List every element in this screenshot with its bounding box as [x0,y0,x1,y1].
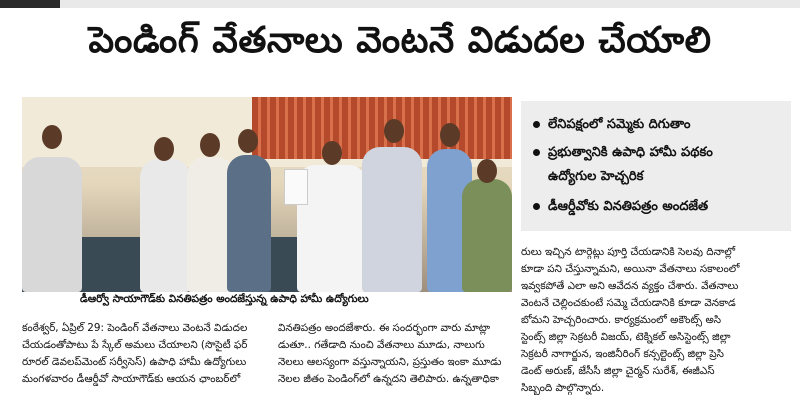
article-line: కంఠేశ్వర్, ఏప్రిల్ 29: పెండింగ్ వేతనాలు వెంటనే విడుదల [22,322,248,334]
top-rule [0,0,800,8]
photo-head [322,141,342,165]
highlight-text-continued: ఉద్యోగుల హెచ్చరిక [548,169,644,184]
article-line: రూరల్ డెవలప్‌మెంట్ సర్వీసెస్) ఉపాధి హామీ ఉద్యోగులు [22,356,247,368]
photo-head [384,119,404,143]
photo-person [462,179,512,292]
photo-person [22,157,82,292]
article-line: స్టెంట్స్ జిల్లా సెక్రటరీ విజయ్, టెక్నికల్ అసిస్టెంట్స్ జిల్లా [521,331,731,343]
bullet-dot [533,121,540,128]
article-line: రులు ఇచ్చిన టార్గెట్లు పూర్తి చేయడానికి సెలవు దినాల్లో [521,246,736,258]
highlights-box [521,101,791,231]
bullet-dot [533,203,540,210]
article-line: డుతూ.. గతేడాది నుంచి వేతనాలు మూడు, నాలుగు [278,339,485,351]
bullet-dot [533,149,540,156]
article-line: వెంటనే చెల్లించకుంటే సమ్మె చేయడానికి కూడా వెనకాడ [521,297,736,309]
article-line: సిబ్బంది పాల్గొన్నారు. [521,382,605,394]
highlight-text: ప్రభుత్వానికి ఉపాధి హామీ పథకం [548,145,713,160]
photo-head [200,133,220,157]
top-rule-mark [0,0,60,8]
article-line: సెక్రటరీ నాగార్జున, ఇంజినీరింగ్ కన్సల్టెంట్స్ జిల్లా ప్రెసి [521,348,724,360]
article-line: మంగళవారం డీఆర్డీవో సాయాగౌడ్‌కు ఆయన ఛాంబర్‌లో [22,373,241,385]
highlight-text: లేనిపక్షంలో సమ్మెకు దిగుతాం [548,117,691,132]
photo-person [227,155,271,292]
article-column-1 [22,320,266,388]
article-line: డెంట్ అరుణ్, జేసీసీ జిల్లా చైర్మన్ సురేశ్, ఈజీఎస్ [521,365,715,377]
article-line: ఇవ్వకపోతే ఎలా అని ఆవేదన వ్యక్తం చేశారు. వేతనాలు [521,280,739,292]
article-line: వినతిపత్రం అందజేశారు. ఈ సందర్భంగా వారు మాట్లా [278,322,491,334]
article-column-2 [278,320,514,388]
photo-head [477,159,497,183]
photo-person [362,147,422,292]
article-line: కూడా పని చేస్తున్నామని, అయినా వేతనాలు సకాలంలో [521,263,740,275]
photo-head [154,137,174,161]
article-line: చేయడంతోపాటు పే స్కేల్ అమలు చేయాలని (సొసైటీ ఫర్ [22,339,248,351]
photo-caption: డీఆర్వో సాయాగౌడ్‌కు వినతిపత్రం అందజేస్తున్న ఉపాధి హామీ ఉద్యోగులు [80,293,369,305]
highlight-text: డీఆర్డీవోకు వినతిపత్రం అందజేత [548,199,709,214]
highlight-item [533,145,713,187]
photo-head [238,129,258,153]
highlight-item [533,199,708,217]
photo-head [42,125,62,149]
article-line: నెలలు ఆలస్యంగా వస్తున్నాయని, ప్రస్తుతం ఇంకా మూడు [278,356,502,368]
photo-head [440,123,460,147]
headline: పెండింగ్ వేతనాలు వెంటనే విడుదల చేయాలి [88,20,712,61]
news-photo [22,97,512,292]
article-column-3 [521,244,793,397]
photo-letter [284,169,308,205]
highlight-item [533,117,691,135]
photo-person [140,159,190,292]
article-line: బోమని హెచ్చరించారు. కార్యక్రమంలో అకౌంట్స్ అసి [521,314,722,326]
article-line: నెలల జీతం పెండింగ్‌లో ఉన్నదని తెలిపారు. ఉన్నతాధికా [278,373,499,385]
